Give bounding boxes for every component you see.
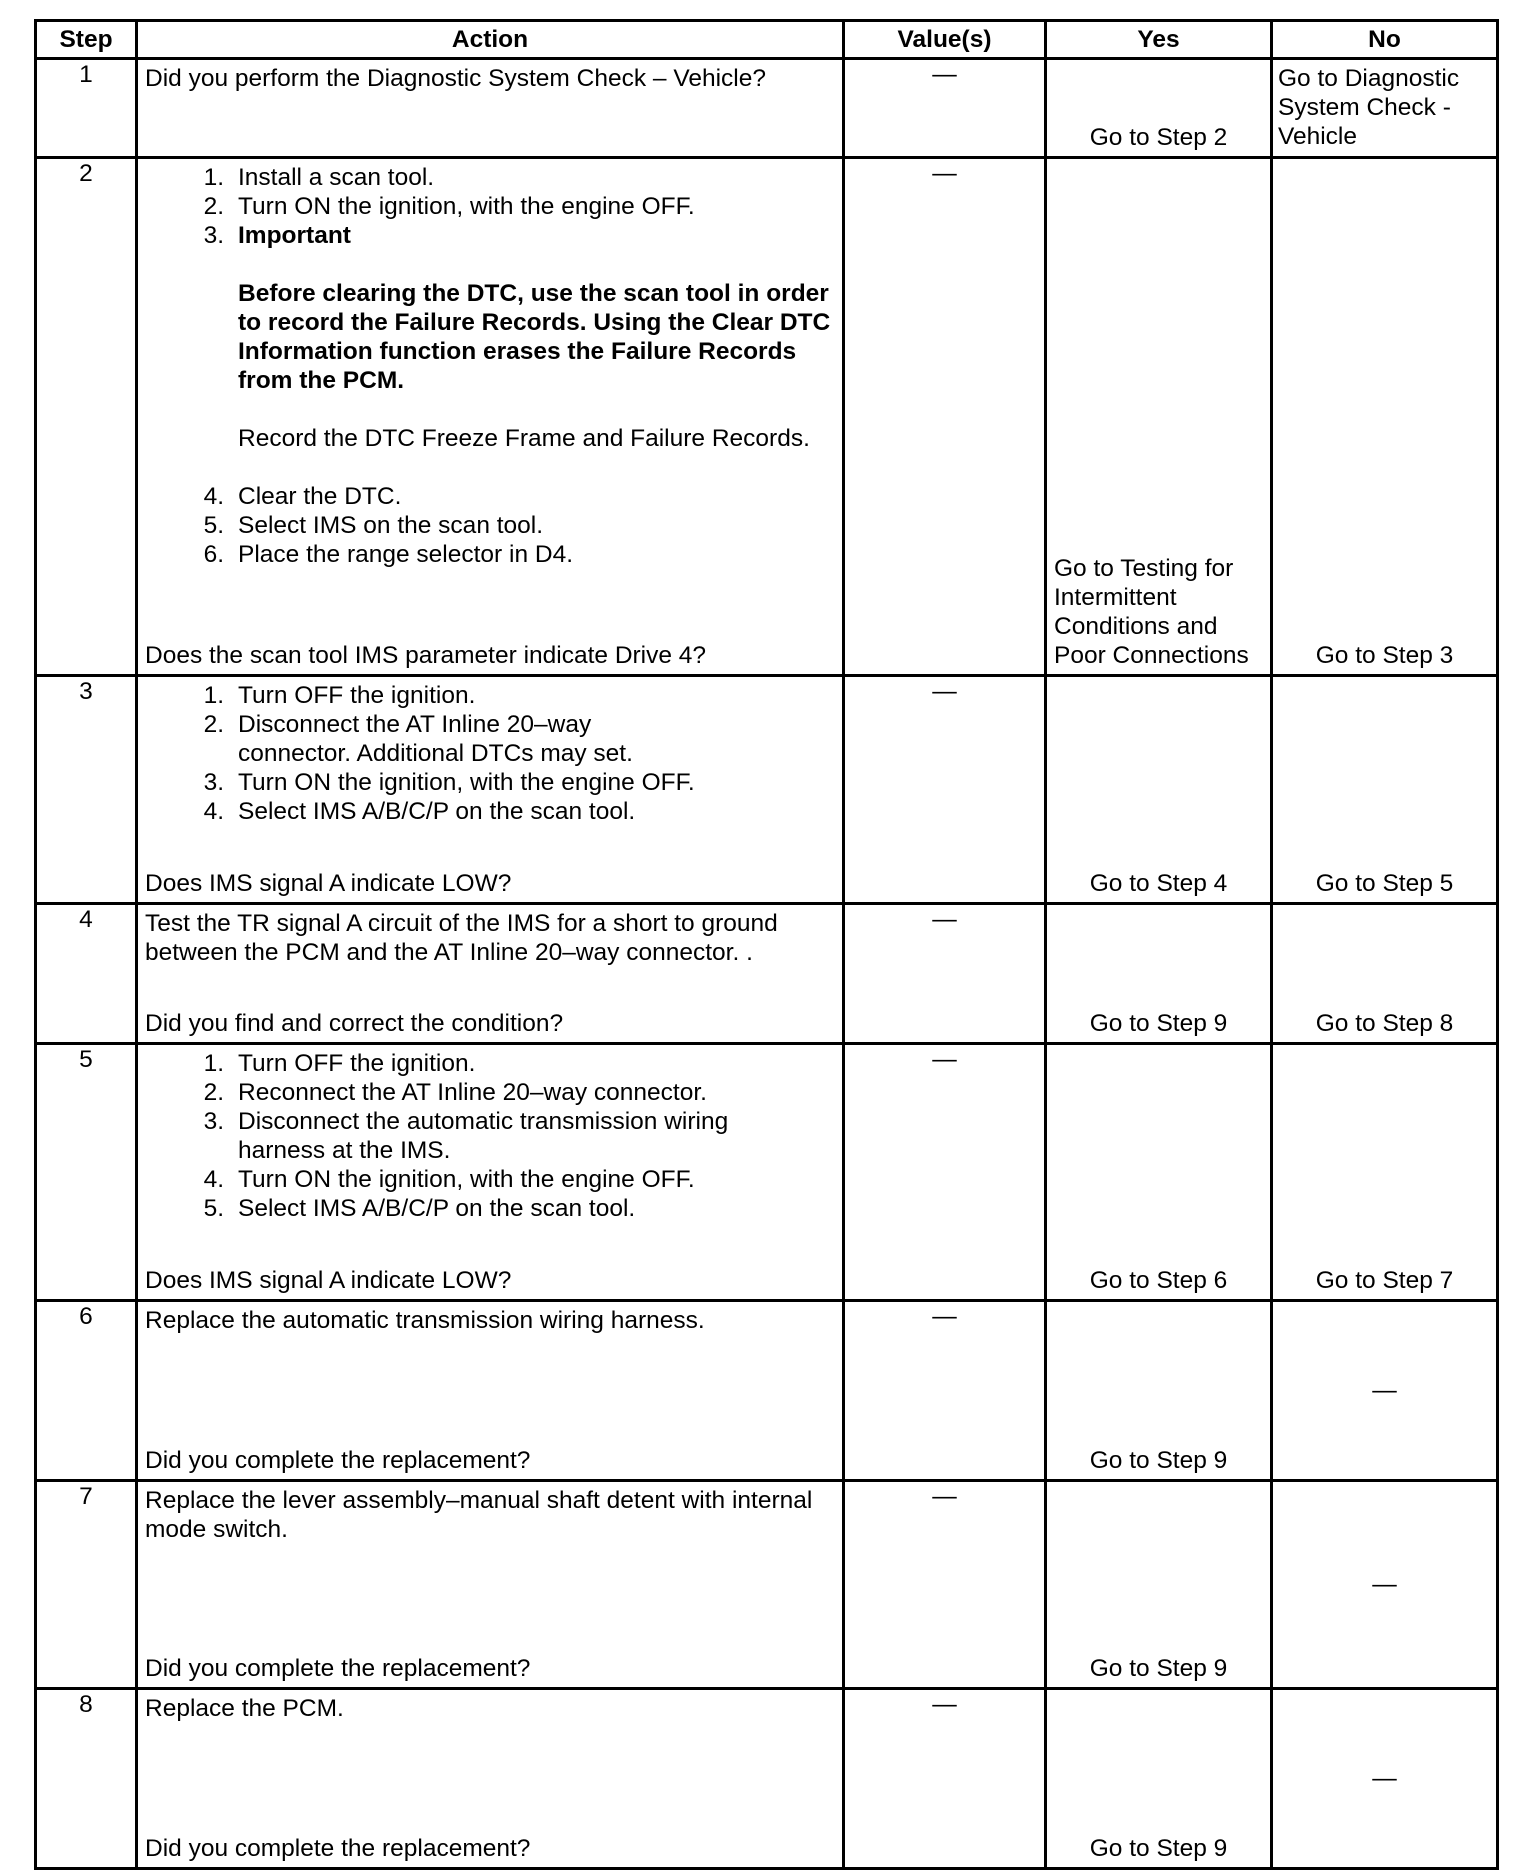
step-number: 2: [36, 158, 137, 676]
step-number: 4: [36, 904, 137, 1044]
list-item: 2. Reconnect the AT Inline 20–way connector.: [203, 1079, 707, 1106]
list-item: 3. Turn ON the ignition, with the engine OFF.: [203, 769, 695, 796]
no-link[interactable]: Go to Step 3: [1315, 642, 1454, 669]
no-cell: [1272, 904, 1498, 1044]
header-action: Action: [137, 21, 844, 59]
step-number: 8: [36, 1689, 137, 1869]
yes-link[interactable]: Go to Step 9: [1089, 1835, 1228, 1862]
list-item: 1. Install a scan tool.: [203, 164, 435, 191]
action-steps-list: [138, 677, 842, 826]
list-item: 4. Select IMS A/B/C/P on the scan tool.: [203, 798, 636, 825]
list-item: 2. Disconnect the AT Inline 20–way connector. Additional DTCs may set.: [203, 711, 633, 767]
list-item: 6. Place the range selector in D4.: [203, 541, 574, 568]
value-cell: —: [844, 1301, 1046, 1481]
list-item: 4. Clear the DTC.: [203, 483, 402, 510]
action-steps-list: [138, 1045, 842, 1223]
step-number: 1: [36, 59, 137, 158]
action-question: Did you find and correct the condition?: [145, 1010, 564, 1037]
header-values: Value(s): [844, 21, 1046, 59]
action-question: Did you complete the replacement?: [145, 1447, 531, 1474]
no-cell: —: [1272, 1481, 1498, 1689]
no-cell: [1272, 59, 1498, 158]
important-heading: Important: [238, 222, 351, 249]
action-cell: [137, 1689, 844, 1869]
step-number: 5: [36, 1044, 137, 1301]
action-cell: [137, 1481, 844, 1689]
table-row: [36, 1301, 1498, 1481]
no-cell: —: [1272, 1301, 1498, 1481]
diagnostic-procedure-document: [34, 19, 1499, 1870]
yes-link[interactable]: Go to Step 9: [1089, 1447, 1228, 1474]
action-cell: [137, 158, 844, 676]
value-cell: —: [844, 904, 1046, 1044]
value-cell: —: [844, 676, 1046, 904]
header-yes: Yes: [1046, 21, 1272, 59]
action-cell: [137, 676, 844, 904]
value-cell: —: [844, 59, 1046, 158]
list-item: 2. Turn ON the ignition, with the engine OFF.: [203, 193, 695, 220]
yes-link[interactable]: Go to Step 2: [1089, 124, 1228, 151]
table-header-row: [36, 21, 1498, 59]
no-link[interactable]: Go to Step 8: [1315, 1010, 1454, 1037]
yes-link[interactable]: Go to Step 4: [1089, 870, 1228, 897]
step-number: 3: [36, 676, 137, 904]
action-cell: [137, 59, 844, 158]
no-cell: [1272, 158, 1498, 676]
no-link[interactable]: Go to Step 7: [1315, 1267, 1454, 1294]
list-item: 1. Turn OFF the ignition.: [203, 682, 476, 709]
step-number: 7: [36, 1481, 137, 1689]
action-cell: [137, 1044, 844, 1301]
important-note: Before clearing the DTC, use the scan tool in order to record the Failure Records. Using the Clear DTC Information function erases the Failure Records from the PCM.: [238, 280, 831, 394]
list-item: 4. Turn ON the ignition, with the engine OFF.: [203, 1166, 695, 1193]
table-row: [36, 158, 1498, 676]
no-cell: —: [1272, 1689, 1498, 1869]
no-link[interactable]: Go to Diagnostic System Check - Vehicle: [1278, 65, 1460, 150]
no-link[interactable]: Go to Step 5: [1315, 870, 1454, 897]
list-item: 5. Select IMS on the scan tool.: [203, 512, 544, 539]
step-number: 6: [36, 1301, 137, 1481]
action-question: Does IMS signal A indicate LOW?: [145, 1267, 512, 1294]
action-question: Did you complete the replacement?: [145, 1655, 531, 1682]
yes-cell: [1046, 59, 1272, 158]
yes-cell: [1046, 1481, 1272, 1689]
yes-cell: [1046, 1044, 1272, 1301]
action-cell: [137, 1301, 844, 1481]
no-cell: [1272, 676, 1498, 904]
list-item: 1. Turn OFF the ignition.: [203, 1050, 476, 1077]
action-cell: [137, 904, 844, 1044]
table-row: [36, 1481, 1498, 1689]
action-question: Does IMS signal A indicate LOW?: [145, 870, 512, 897]
value-cell: —: [844, 158, 1046, 676]
value-cell: —: [844, 1044, 1046, 1301]
value-cell: —: [844, 1481, 1046, 1689]
table-row: [36, 1689, 1498, 1869]
header-step: Step: [36, 21, 137, 59]
no-cell: [1272, 1044, 1498, 1301]
table-row: [36, 1044, 1498, 1301]
action-text: Test the TR signal A circuit of the IMS for a short to ground between the PCM and the AT Inline 20–way connector. .: [145, 910, 778, 966]
yes-link[interactable]: Go to Step 6: [1089, 1267, 1228, 1294]
action-question: Did you complete the replacement?: [145, 1835, 531, 1862]
yes-cell: [1046, 1301, 1272, 1481]
yes-link[interactable]: Go to Step 9: [1089, 1655, 1228, 1682]
value-cell: —: [844, 1689, 1046, 1869]
record-instruction: Record the DTC Freeze Frame and Failure Records.: [238, 425, 810, 452]
action-text: Replace the lever assembly–manual shaft detent with internal mode switch.: [145, 1487, 813, 1543]
action-text: Replace the automatic transmission wiring harness.: [145, 1307, 705, 1334]
yes-cell: [1046, 904, 1272, 1044]
yes-link[interactable]: Go to Testing for Intermittent Conditions and Poor Connections: [1054, 555, 1249, 669]
table-row: [36, 676, 1498, 904]
table-row: [36, 904, 1498, 1044]
yes-cell: [1046, 158, 1272, 676]
action-text: Replace the PCM.: [145, 1695, 344, 1722]
list-item: 3. Important Before clearing the DTC, use the scan tool in order to record the Failure Records. Using the Clear DTC Information function erases the Failure Records from the PCM. Record the DTC Freeze Frame and Failure Records.: [138, 221, 842, 482]
table-row: [36, 59, 1498, 158]
diagnostic-table: [34, 19, 1499, 1870]
action-question: Does the scan tool IMS parameter indicate Drive 4?: [145, 642, 707, 669]
action-steps-list: [138, 159, 842, 569]
list-item: 3. Disconnect the automatic transmission wiring harness at the IMS.: [203, 1108, 729, 1164]
action-question: Did you perform the Diagnostic System Check – Vehicle?: [145, 65, 766, 92]
header-no: No: [1272, 21, 1498, 59]
yes-link[interactable]: Go to Step 9: [1089, 1010, 1228, 1037]
yes-cell: [1046, 676, 1272, 904]
yes-cell: [1046, 1689, 1272, 1869]
list-item: 5. Select IMS A/B/C/P on the scan tool.: [203, 1195, 636, 1222]
